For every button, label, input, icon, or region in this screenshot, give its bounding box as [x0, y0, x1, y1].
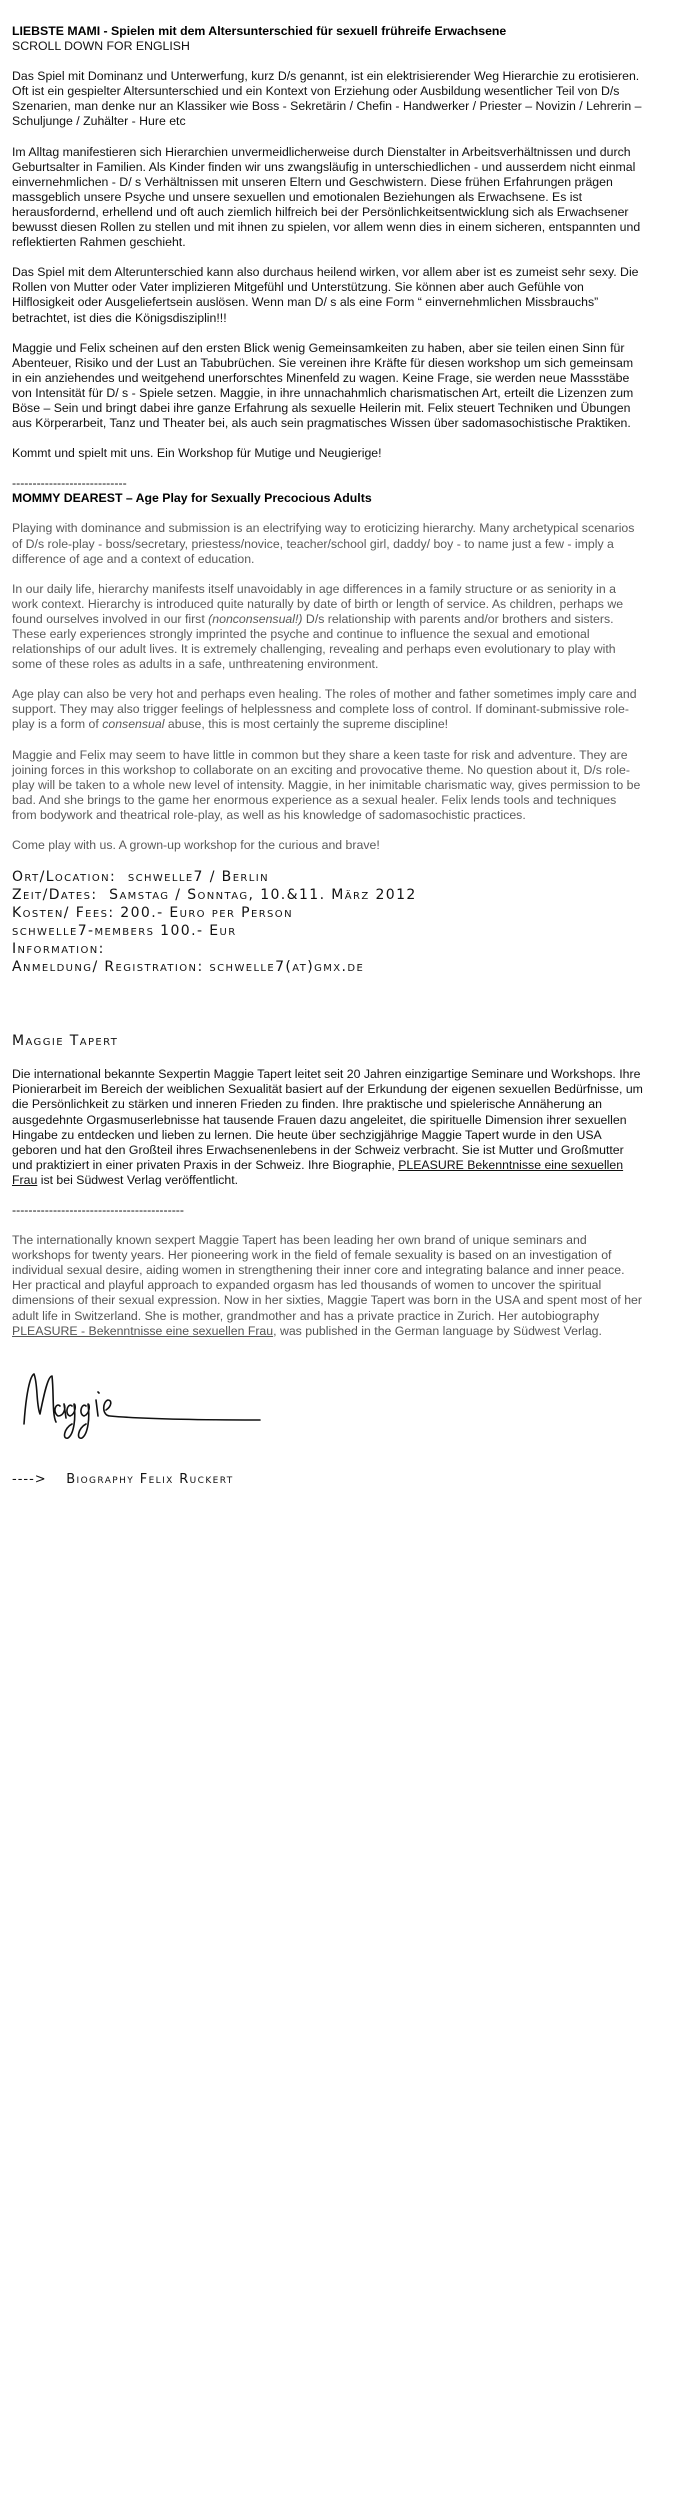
label-en: Dates: [48, 887, 92, 904]
text-run: D/s relationship with parents and/or brothers and sisters. These early experiences strongly imprinted the psyche and continue to influence the sexual and emotional relationships of our adult lives. It is extremely challenging, revealing and perhaps even evolutionary to play with some of these roles as adults in a safe, unthreatening environment.: [12, 611, 616, 672]
info-registration: Anmeldung/ Registration: schwelle7(at)gmx.de: [12, 959, 365, 976]
english-paragraph-4: [12, 748, 644, 823]
text-run: , was published in the German language by Südwest Verlag.: [273, 1323, 602, 1338]
english-paragraph-1: [12, 521, 644, 566]
fees-value: 200.- Euro per Person: [120, 905, 293, 922]
german-paragraph-5: Kommt und spielt mit uns. Ein Workshop für Mutige und Neugierige!: [12, 446, 382, 461]
text-run: Maggie and Felix may seem to have little in common but they share a keen taste for risk and adventure. They are joining forces in this workshop to collaborate on an exciting and provocative theme. No question about it, D/s role-play will be taken to a whole new level of intensity. Maggie, in her inimitable charismatic way, gives permission to be bad. And she brings to the game her enormous experience as a sexual healer. Felix lends tools and techniques from bodywork and theatrical role-play, as well as his knowledge of sadomasochistic practices.: [12, 747, 641, 822]
divider-dashes: ----------------------------: [12, 476, 127, 491]
content: [12, 24, 644, 1487]
book-link[interactable]: PLEASURE - Bekenntnisse eine sexuellen Frau: [12, 1323, 274, 1338]
text-run: Die international bekannte Sexpertin Maggie Tapert leitet seit 20 Jahren einzigartige Seminare und Workshops. Ihre Pionierarbeit im Bereich der weiblichen Sexualität basiert auf der Erkundung der eigenen sexuellen Bedürfnisse, um die Persönlichkeit zu stärken und inneren Frieden zu finden. Ihre praktische und spielerische Annäherung an ausgedehnte Orgasmuserlebnisse hat tausende Frauen dazu angeleitet, die spirituelle Dimension ihrer sexuellen Hingabe zu entdecken und lieben zu lernen. Die heute über sechzigjährige Maggie Tapert wurde in den USA geboren und hat den Großteil ihres Erwachsenenlebens in der Schweiz verbracht. Sie ist Mutter und Großmutter und praktiziert in einer privaten Praxis in der Schweiz. Ihre Biographie,: [12, 1067, 643, 1172]
text-run: Age play can also be very hot and perhaps even healing. The roles of mother and father sometimes imply care and support. They may also trigger feelings of helplessness and complete loss of control. If dominant-submissive role-play is a form of: [12, 687, 637, 732]
label-de: Zeit: [12, 887, 43, 904]
text-run: Playing with dominance and submission is an electrifying way to eroticizing hierarchy. Many archetypical scenarios of D/s role-play - boss/secretary, priestess/novice, teacher/school girl, daddy/ boy - to name just a few - imply a difference of age and a context of education.: [12, 521, 635, 566]
german-paragraph-2: Im Alltag manifestieren sich Hierarchien unvermeidlicherweise durch Dienstalter in Arbeitsverhältnissen und durch Geburtsalter in Familien. Als Kinder finden wir uns zwangsläufig in unterschiedlichen - und ausserdem nicht einmal einvernehmlichen - D/ s Verhältnissen mit unseren Eltern und Geschwistern. Diese frühen Erfahrungen prägen massgeblich unsere Psyche und unsere sexuellen und emotionalen Beziehungen als Erwachsene. Es ist herausfordernd, erhellend und oft auch ziemlich hilfreich bei der Persönlichkeitsentwicklung sich als Erwachsener bewusst diesen Rollen zu stellen und mit ihnen zu spielen, vor allem wenn dies in einem sicheren, entspannten und reflektierten Rahmen geschieht.: [12, 144, 641, 250]
signature-image: [12, 1354, 272, 1444]
divider-dashes-2: ------------------------------------------: [12, 1202, 184, 1217]
location-value: schwelle7 / Berlin: [127, 869, 269, 886]
dates-value: Samstag / Sonntag, 10.&11. März 2012: [109, 887, 417, 904]
label-de: Anmeldung: [12, 959, 93, 976]
german-text: [12, 69, 644, 461]
english-paragraph-5: [12, 838, 644, 853]
english-paragraph-2: [12, 582, 644, 673]
german-paragraph-3: Das Spiel mit dem Alterunterschied kann also durchaus heilend wirken, vor allem aber ist es zumeist sehr sexy. Die Rollen von Mutter oder Vater implizieren Mitgefühl und Unterstützung. Sie können aber auch Gefühle von Hilflosigkeit oder Ausgeliefertsein auslösen. Wenn man D/ s als eine Form “ einvernehmlichen Missbrauchs” betrachtet, ist dies die Königsdisziplin!!!: [12, 265, 639, 325]
german-paragraph-1: Das Spiel mit Dominanz und Unterwerfung, kurz D/s genannt, ist ein elektrisierender Weg Hierarchie zu erotisieren. Oft ist ein gespielter Altersunterschied und ein Kontext von Erziehung oder Ausbildung wesentlicher Teil von D/s Szenarien, man denke nur an Klassiker wie Boss - Sekretärin / Chefin - Handwerker / Priester – Novizin / Lehrerin – Schuljunge / Zuhälter - Hure etc: [12, 69, 642, 129]
book-link[interactable]: PLEASURE Bekenntnisse eine sexuellen Frau: [12, 1157, 624, 1187]
bio-name: Maggie Tapert: [12, 1033, 119, 1050]
registration-email[interactable]: schwelle7(at)gmx.de: [209, 959, 365, 976]
event-info: [12, 868, 644, 976]
spacer: [12, 976, 644, 1034]
bio-link-line: [12, 1472, 644, 1487]
bio-english: [12, 1233, 644, 1339]
label-de: Ort: [12, 869, 40, 886]
italic-run: consensual: [102, 717, 165, 732]
text-run: The internationally known sexpert Maggie Tapert has been leading her own brand of unique seminars and workshops for twenty years. Her pioneering work in the field of female sexuality is based on an investigation of individual sexual desire, aiding women in strengthening their inner core and integrating balance and inner peace. Her practical and playful approach to expanded orgasm has led thousands of women to uncover the spiritual dimensions of their sexual expression. Now in her sixties, Maggie Tapert was born in the USA and spent most of her adult life in Switzerland. She is mother, grandmother and has a private practice in Zurich. Her autobiography: [12, 1233, 642, 1323]
english-paragraph-3: [12, 687, 644, 732]
english-title: MOMMY DEAREST – Age Play for Sexually Precocious Adults: [12, 491, 372, 506]
scroll-note: SCROLL DOWN FOR ENGLISH: [12, 39, 190, 54]
label-en: Location: [45, 869, 111, 886]
bio-german: [12, 1067, 644, 1188]
german-title: LIEBSTE MAMI - Spielen mit dem Altersunterschied für sexuell frühreife Erwachsene: [12, 24, 507, 38]
text-run: In our daily life, hierarchy manifests itself unavoidably in age differences in a family structure or as seniority in a work context. Hierarchy is introduced quite naturally by date of birth or length of service. As children, perhaps we found ourselves involved in our first: [12, 581, 624, 626]
info-location: Ort/Location: schwelle7 / Berlin: [12, 869, 269, 886]
label-en: Fees: [75, 905, 109, 922]
info-information: Information:: [12, 941, 105, 958]
italic-run: (nonconsensual!): [208, 611, 303, 626]
text-run: Come play with us. A grown-up workshop for the curious and brave!: [12, 838, 380, 853]
english-text: [12, 521, 644, 853]
text-run: ist bei Südwest Verlag veröffentlicht.: [37, 1172, 239, 1187]
label-de: Kosten: [12, 905, 64, 922]
info-fees: Kosten/ Fees: 200.- Euro per Person: [12, 905, 293, 922]
signature: [12, 1354, 272, 1444]
info-members: schwelle7-members 100.- Eur: [12, 923, 237, 940]
german-paragraph-4: Maggie und Felix scheinen auf den ersten Blick wenig Gemeinsamkeiten zu haben, aber sie teilen einen Sinn für Abenteuer, Risiko und der Lust an Tabubrüchen. Sie vereinen ihre Kräfte für diesen workshop um sich gemeinsam in ein anziehendes und weitgehend unerforschtes Minenfeld zu wagen. Keine Frage, sie werden neue Massstäbe von Intensität für D/ s - Spiele setzen. Maggie, in ihre unnachahmlich charismatischen Art, erteilt die Lizenzen zum Böse – Sein und bringt dabei ihre ganze Erfahrung als sexuelle Heilerin mit. Felix steuert Techniken und Übungen aus Körperarbeit, Tanz und Theater bei, als auch sein pragmatisches Wissen über sadomasochistische Praktiken.: [12, 340, 634, 431]
biography-felix-link[interactable]: Biography Felix Ruckert: [66, 1471, 234, 1487]
info-dates: Zeit/Dates: Samstag / Sonntag, 10.&11. März 2012: [12, 887, 417, 904]
arrow-glyph: ---->: [12, 1471, 47, 1487]
label-en: Registration: [104, 959, 198, 976]
text-run: abuse, this is most certainly the supreme discipline!: [164, 717, 449, 732]
